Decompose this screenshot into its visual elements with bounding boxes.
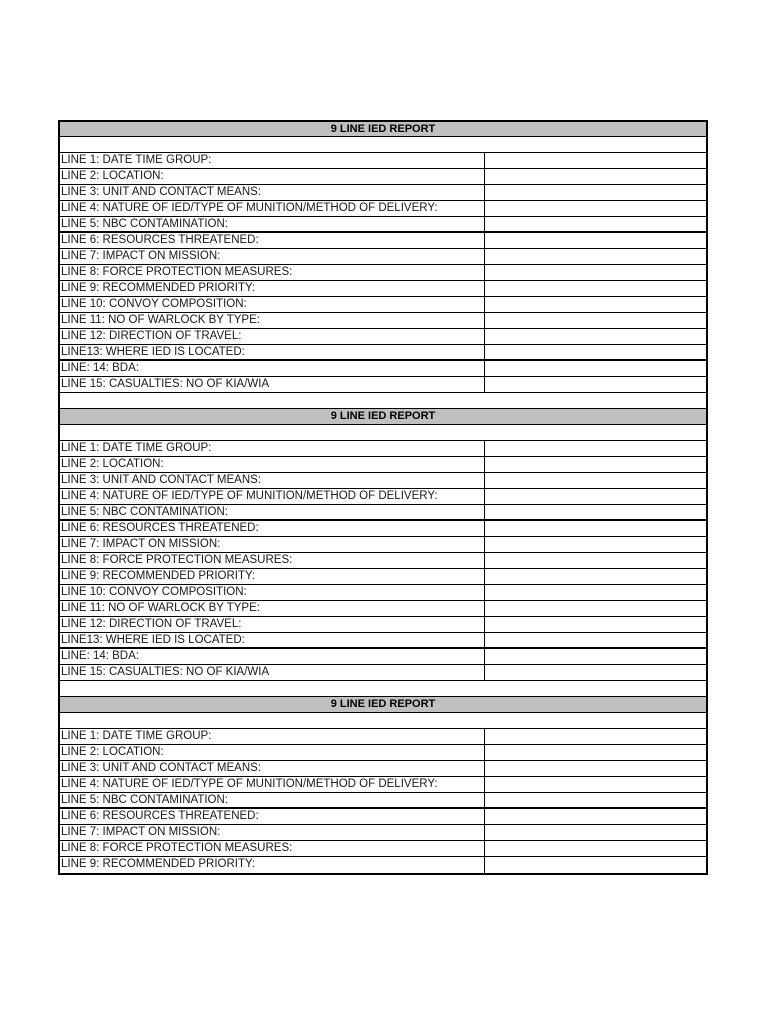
report-line-row — [60, 329, 706, 345]
report-line-label: LINE 5: NBC CONTAMINATION: — [60, 793, 485, 807]
report-line-value-cell[interactable] — [485, 521, 706, 536]
report-line-row — [60, 793, 706, 809]
report-line-label: LINE 5: NBC CONTAMINATION: — [60, 217, 485, 231]
report-line-row — [60, 345, 706, 361]
report-line-value-cell[interactable] — [485, 585, 706, 600]
report-line-row — [60, 729, 706, 745]
report-line-value-cell[interactable] — [485, 729, 706, 744]
report-line-value-cell[interactable] — [485, 569, 706, 584]
report-line-value-cell[interactable] — [485, 473, 706, 488]
report-line-row — [60, 569, 706, 585]
report-line-value-cell[interactable] — [485, 841, 706, 856]
report-line-value-cell[interactable] — [485, 345, 706, 359]
report-line-value-cell[interactable] — [485, 201, 706, 216]
report-line-value-cell[interactable] — [485, 505, 706, 519]
report-line-row — [60, 761, 706, 777]
report-line-row — [60, 441, 706, 457]
report-line-label: LINE 8: FORCE PROTECTION MEASURES: — [60, 841, 485, 856]
report-line-value-cell[interactable] — [485, 825, 706, 840]
report-line-label: LINE 5: NBC CONTAMINATION: — [60, 505, 485, 519]
report-line-label: LINE 1: DATE TIME GROUP: — [60, 441, 485, 456]
report-line-row — [60, 201, 706, 217]
report-line-label: LINE 15: CASUALTIES: NO OF KIA/WIA — [60, 665, 485, 680]
report-line-label: LINE 4: NATURE OF IED/TYPE OF MUNITION/METHOD OF DELIVERY: — [60, 201, 485, 216]
report-line-label: LINE 11: NO OF WARLOCK BY TYPE: — [60, 601, 485, 616]
report-line-label: LINE 9: RECOMMENDED PRIORITY: — [60, 281, 485, 296]
report-title: 9 LINE IED REPORT — [60, 697, 706, 713]
report-line-label: LINE 7: IMPACT ON MISSION: — [60, 537, 485, 552]
report-line-label: LINE 3: UNIT AND CONTACT MEANS: — [60, 761, 485, 776]
report-line-value-cell[interactable] — [485, 777, 706, 792]
report-line-value-cell[interactable] — [485, 249, 706, 264]
report-line-label: LINE 9: RECOMMENDED PRIORITY: — [60, 569, 485, 584]
report-line-row — [60, 521, 706, 537]
report-line-row — [60, 809, 706, 825]
report-line-row — [60, 489, 706, 505]
report-line-row — [60, 249, 706, 265]
report-line-row — [60, 553, 706, 569]
report-line-value-cell[interactable] — [485, 361, 706, 376]
report-line-label: LINE 10: CONVOY COMPOSITION: — [60, 585, 485, 600]
report-title: 9 LINE IED REPORT — [60, 122, 706, 137]
report-line-value-cell[interactable] — [485, 441, 706, 456]
report-line-value-cell[interactable] — [485, 745, 706, 760]
report-line-value-cell[interactable] — [485, 601, 706, 616]
report-line-row — [60, 377, 706, 393]
report-line-row — [60, 217, 706, 233]
report-line-label: LINE 6: RESOURCES THREATENED: — [60, 521, 485, 536]
report-line-label: LINE13: WHERE IED IS LOCATED: — [60, 633, 485, 647]
report-line-label: LINE 11: NO OF WARLOCK BY TYPE: — [60, 313, 485, 328]
report-line-row — [60, 825, 706, 841]
report-line-label: LINE 6: RESOURCES THREATENED: — [60, 233, 485, 248]
report-line-label: LINE 4: NATURE OF IED/TYPE OF MUNITION/METHOD OF DELIVERY: — [60, 777, 485, 792]
report-line-value-cell[interactable] — [485, 665, 706, 680]
report-line-label: LINE: 14: BDA: — [60, 649, 485, 664]
report-line-row — [60, 585, 706, 601]
report-line-row — [60, 153, 706, 169]
spacer-row — [60, 681, 706, 697]
report-line-row — [60, 281, 706, 297]
report-line-label: LINE 9: RECOMMENDED PRIORITY: — [60, 857, 485, 873]
report-line-value-cell[interactable] — [485, 489, 706, 504]
report-line-row — [60, 617, 706, 633]
report-line-row — [60, 297, 706, 313]
report-line-value-cell[interactable] — [485, 537, 706, 552]
report-line-label: LINE 7: IMPACT ON MISSION: — [60, 825, 485, 840]
report-line-value-cell[interactable] — [485, 857, 706, 873]
report-line-value-cell[interactable] — [485, 793, 706, 807]
report-line-row — [60, 313, 706, 329]
report-line-value-cell[interactable] — [485, 313, 706, 328]
report-line-label: LINE 3: UNIT AND CONTACT MEANS: — [60, 185, 485, 200]
spacer-row — [60, 425, 706, 441]
report-line-row — [60, 185, 706, 201]
report-line-value-cell[interactable] — [485, 185, 706, 200]
report-section — [60, 409, 706, 697]
report-line-label: LINE 8: FORCE PROTECTION MEASURES: — [60, 553, 485, 568]
report-line-value-cell[interactable] — [485, 281, 706, 296]
report-section — [60, 122, 706, 409]
report-line-row — [60, 665, 706, 681]
report-line-row — [60, 601, 706, 617]
report-line-label: LINE13: WHERE IED IS LOCATED: — [60, 345, 485, 359]
report-line-value-cell[interactable] — [485, 297, 706, 312]
report-line-row — [60, 457, 706, 473]
report-line-label: LINE 1: DATE TIME GROUP: — [60, 153, 485, 168]
report-line-row — [60, 633, 706, 649]
spacer-row — [60, 713, 706, 729]
report-line-value-cell[interactable] — [485, 761, 706, 776]
report-line-label: LINE 15: CASUALTIES: NO OF KIA/WIA — [60, 377, 485, 392]
spacer-row — [60, 393, 706, 409]
report-line-value-cell[interactable] — [485, 265, 706, 280]
report-line-label: LINE 12: DIRECTION OF TRAVEL: — [60, 617, 485, 632]
ied-report-sheet — [58, 120, 708, 875]
report-line-row — [60, 233, 706, 249]
report-line-value-cell[interactable] — [485, 457, 706, 472]
report-line-label: LINE 4: NATURE OF IED/TYPE OF MUNITION/METHOD OF DELIVERY: — [60, 489, 485, 504]
report-line-value-cell[interactable] — [485, 217, 706, 231]
report-line-row — [60, 169, 706, 185]
report-line-label: LINE 10: CONVOY COMPOSITION: — [60, 297, 485, 312]
report-line-label: LINE 12: DIRECTION OF TRAVEL: — [60, 329, 485, 344]
report-line-label: LINE 8: FORCE PROTECTION MEASURES: — [60, 265, 485, 280]
spacer-row — [60, 137, 706, 153]
report-line-row — [60, 265, 706, 281]
report-line-value-cell[interactable] — [485, 169, 706, 184]
report-line-row — [60, 649, 706, 665]
report-line-row — [60, 841, 706, 857]
report-line-value-cell[interactable] — [485, 809, 706, 824]
report-line-row — [60, 777, 706, 793]
report-line-label: LINE 1: DATE TIME GROUP: — [60, 729, 485, 744]
report-line-label: LINE: 14: BDA: — [60, 361, 485, 376]
report-line-value-cell[interactable] — [485, 553, 706, 568]
report-line-row — [60, 361, 706, 377]
report-line-label: LINE 7: IMPACT ON MISSION: — [60, 249, 485, 264]
report-line-value-cell[interactable] — [485, 329, 706, 344]
report-line-value-cell[interactable] — [485, 233, 706, 248]
report-line-value-cell[interactable] — [485, 377, 706, 392]
report-section — [60, 697, 706, 873]
report-title: 9 LINE IED REPORT — [60, 409, 706, 425]
report-line-row — [60, 473, 706, 489]
report-line-value-cell[interactable] — [485, 153, 706, 168]
report-line-row — [60, 745, 706, 761]
report-line-label: LINE 2: LOCATION: — [60, 169, 485, 184]
report-line-value-cell[interactable] — [485, 617, 706, 632]
report-line-row — [60, 857, 706, 873]
report-line-row — [60, 537, 706, 553]
report-line-row — [60, 505, 706, 521]
report-line-label: LINE 2: LOCATION: — [60, 745, 485, 760]
report-line-value-cell[interactable] — [485, 633, 706, 647]
report-line-label: LINE 6: RESOURCES THREATENED: — [60, 809, 485, 824]
report-line-label: LINE 2: LOCATION: — [60, 457, 485, 472]
report-line-label: LINE 3: UNIT AND CONTACT MEANS: — [60, 473, 485, 488]
report-line-value-cell[interactable] — [485, 649, 706, 664]
